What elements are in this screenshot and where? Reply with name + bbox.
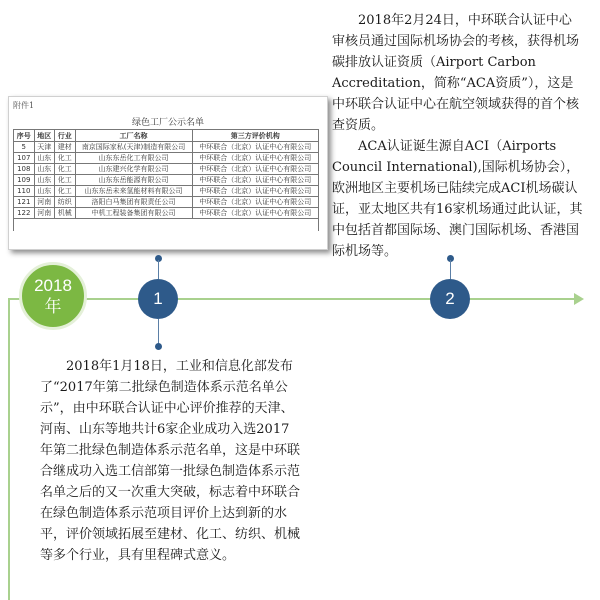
marker-1-top-stem [158, 260, 159, 279]
header-cell: 第三方评价机构 [192, 130, 318, 142]
table-cell: 108 [14, 164, 35, 175]
table-row [14, 186, 319, 197]
event-2-paragraph-1: 2018年2月24日，中环联合认证中心审核员通过国际机场协会的考核，获得机场碳排放认证资质（Airport Carbon Accreditation，简称“ACA资质”），这是中环联合认证中心在航空领域获得的首个核查资质。 [332, 13, 580, 133]
annex-label: 附件1 [13, 101, 35, 110]
table-cell: 110 [14, 186, 35, 197]
table-row-empty [14, 219, 319, 232]
timeline-arrowhead-icon [574, 293, 584, 305]
table-cell: 化工 [55, 164, 76, 175]
table-cell: 南京国际家私(天津)制造有限公司 [75, 142, 192, 153]
table-header-row [14, 130, 319, 142]
header-cell: 序号 [14, 130, 35, 142]
table-cell: 中环联合（北京）认证中心有限公司 [192, 208, 318, 219]
table-cell: 中环联合（北京）认证中心有限公司 [192, 164, 318, 175]
table-cell: 化工 [55, 186, 76, 197]
table-cell: 化工 [55, 175, 76, 186]
table-cell: 中环联合（北京）认证中心有限公司 [192, 153, 318, 164]
table-cell: 5 [14, 142, 35, 153]
table-cell: 109 [14, 175, 35, 186]
timeline-line [8, 298, 582, 300]
year-circle [19, 262, 87, 330]
event-1-paragraph: 2018年1月18日，工业和信息化部发布了“2017年第二批绿色制造体系示范名单公示”，由中环联合认证中心评价推荐的天津、河南、山东等地共计6家企业成功入选2017年第二批绿色制造体系示范名单，这是中环联合继成功入选工信部第一批绿色制造体系示范名单之后的又一次重大突破，标志着中环联合在绿色制造体系示范项目评价上达到新的水平，评价领域拓展至建材、化工、纺织、机械等多个行业，具有里程碑式意义。 [40, 359, 301, 563]
table-cell: 107 [14, 153, 35, 164]
table-row [14, 142, 319, 153]
table-row [14, 175, 319, 186]
header-cell: 地区 [34, 130, 55, 142]
year-suffix: 年 [44, 297, 62, 316]
event-2-paragraph-2: ACA认证诞生源自ACI（Airports Council International),国际机场协会），欧洲地区主要机场已陆续完成ACI机场碳认证，亚太地区共有16家机场通过此认证，其中包括首都国际场、澳门国际机场、香港国际机场等。 [332, 139, 583, 259]
table-row [14, 153, 319, 164]
table-cell: 山东 [34, 164, 55, 175]
table-cell: 中环联合（北京）认证中心有限公司 [192, 175, 318, 186]
table-cell: 中机工程装备集团有限公司 [75, 208, 192, 219]
table-cell: 化工 [55, 153, 76, 164]
table-cell: 机械 [55, 208, 76, 219]
table-row [14, 208, 319, 219]
table-cell: 山东 [34, 153, 55, 164]
header-cell: 行业 [55, 130, 76, 142]
table-cell: 中环联合（北京）认证中心有限公司 [192, 142, 318, 153]
marker-2-top-stem [450, 260, 451, 279]
table-cell: 洛阳白马集团有限责任公司 [75, 197, 192, 208]
event-1-text-block [40, 356, 302, 566]
table-cell: 122 [14, 208, 35, 219]
table-cell: 121 [14, 197, 35, 208]
table-cell: 中环联合（北京）认证中心有限公司 [192, 197, 318, 208]
marker-1-bottom-dot [155, 343, 162, 350]
table-cell: 建材 [55, 142, 76, 153]
table-cell: 纺织 [55, 197, 76, 208]
table-cell: 中环联合（北京）认证中心有限公司 [192, 186, 318, 197]
marker-1-bottom-stem [158, 319, 159, 345]
table-cell: 山东建兴化学有限公司 [75, 164, 192, 175]
table-cell-empty [14, 219, 319, 232]
green-factory-list-document [8, 96, 328, 250]
table-cell: 天津 [34, 142, 55, 153]
document-title: 绿色工厂公示名单 [131, 118, 204, 128]
table-cell: 山东东岳能源有限公司 [75, 175, 192, 186]
event-2-text-block [332, 10, 584, 262]
factory-table [13, 129, 319, 231]
timeline-marker-1: 1 [138, 279, 178, 319]
table-row [14, 164, 319, 175]
table-row [14, 197, 319, 208]
timeline-vertical-line [8, 298, 10, 600]
table-cell: 山东东岳未来氢能材料有限公司 [75, 186, 192, 197]
year-number: 2018 [34, 276, 72, 295]
table-cell: 山东 [34, 175, 55, 186]
header-cell: 工厂名称 [75, 130, 192, 142]
timeline-marker-2: 2 [430, 279, 470, 319]
table-cell: 河南 [34, 208, 55, 219]
table-cell: 山东 [34, 186, 55, 197]
table-cell: 河南 [34, 197, 55, 208]
table-cell: 山东东岳化工有限公司 [75, 153, 192, 164]
